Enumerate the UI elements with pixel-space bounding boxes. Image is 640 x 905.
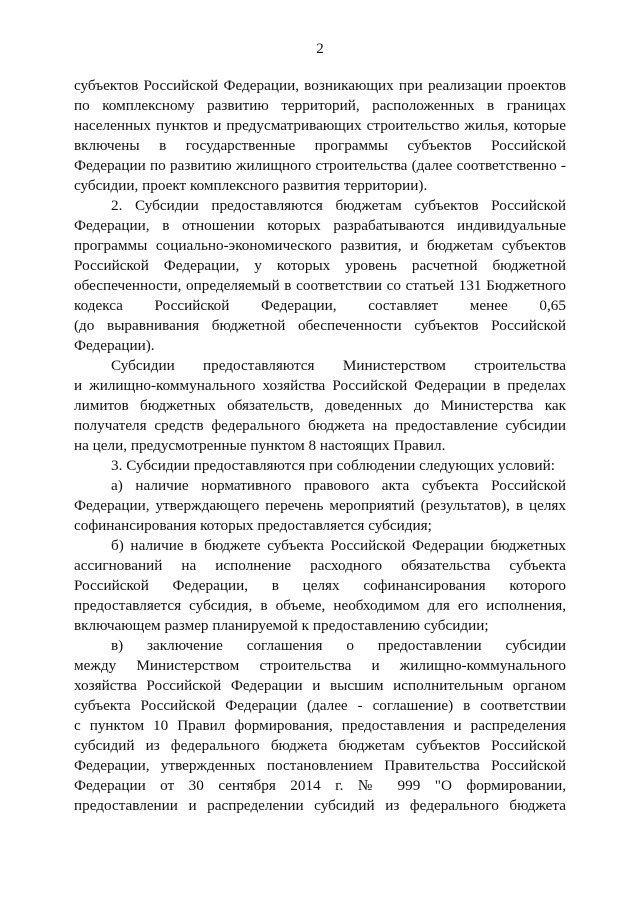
text-line: по комплексному развитию территорий, расположенных в границах [74, 97, 566, 114]
text-line: Субсидии предоставляются Министерством строительства [111, 357, 566, 374]
text-line: субъектов Российской Федерации, возникающих при реализации проектов [74, 77, 566, 94]
text-line: предоставляется субсидия, в объеме, необходимом для его исполнения, [74, 597, 566, 614]
text-line: субсидий из федерального бюджета бюджетам субъектов Российской [74, 737, 566, 754]
text-line: кодекса Российской Федерации, составляет менее 0,65 [74, 297, 566, 314]
text-line: Российской Федерации, у которых уровень расчетной бюджетной [74, 257, 566, 274]
text-line: б) наличие в бюджете субъекта Российской Федерации бюджетных [111, 537, 566, 554]
text-line: субъекта Российской Федерации (далее - соглашение) в соответствии [74, 697, 566, 714]
text-line: а) наличие нормативного правового акта субъекта Российской [111, 477, 566, 494]
text-line: и жилищно-коммунального хозяйства Российской Федерации в пределах [74, 377, 566, 394]
text-line: (до выравнивания бюджетной обеспеченности субъектов Российской [74, 317, 566, 334]
text-line: Федерации по развитию жилищного строительства (далее соответственно - [74, 157, 566, 174]
text-line: с пунктом 10 Правил формирования, предоставления и распределения [74, 717, 566, 734]
text-line: включены в государственные программы субъектов Российской [74, 137, 566, 154]
text-line: включающем размер планируемой к предоставлению субсидии; [74, 617, 489, 634]
page-number: 2 [316, 41, 324, 57]
text-line: между Министерством строительства и жилищно-коммунального [74, 657, 566, 674]
text-line: Федерации, в отношении которых разрабатываются индивидуальные [74, 217, 566, 234]
text-line: Федерации). [74, 337, 155, 354]
text-line: Федерации, утвержденных постановлением Правительства Российской [74, 757, 566, 774]
text-line: софинансирования которых предоставляется субсидия; [74, 517, 432, 534]
text-line: субсидии, проект комплексного развития территории). [74, 177, 428, 194]
text-line: Российской Федерации, в целях софинансирования которого [74, 577, 566, 594]
text-line: Федерации от 30 сентября 2014 г. № 999 "О формировании, [74, 777, 566, 794]
text-line: Федерации, утверждающего перечень мероприятий (результатов), в целях [74, 497, 566, 514]
text-line: получателя средств федерального бюджета на предоставление субсидии [74, 417, 566, 434]
text-line: обеспеченности, определяемый в соответствии со статьей 131 Бюджетного [74, 277, 566, 294]
text-line: программы социально-экономического развития, и бюджетам субъектов [74, 237, 566, 254]
text-line: предоставлении и распределении субсидий из федерального бюджета [74, 797, 566, 814]
text-line: населенных пунктов и предусматривающих строительство жилья, которые [74, 117, 566, 134]
text-line: в) заключение соглашения о предоставлении субсидии [111, 637, 566, 654]
text-line: на цели, предусмотренные пунктом 8 настоящих Правил. [74, 437, 446, 454]
text-line: лимитов бюджетных обязательств, доведенных до Министерства как [74, 397, 566, 414]
text-line: ассигнований на исполнение расходного обязательства субъекта [74, 557, 566, 574]
text-line: 2. Субсидии предоставляются бюджетам субъектов Российской [111, 197, 566, 214]
text-line: хозяйства Российской Федерации и высшим исполнительным органом [74, 677, 566, 694]
text-line: 3. Субсидии предоставляются при соблюдении следующих условий: [111, 457, 556, 474]
